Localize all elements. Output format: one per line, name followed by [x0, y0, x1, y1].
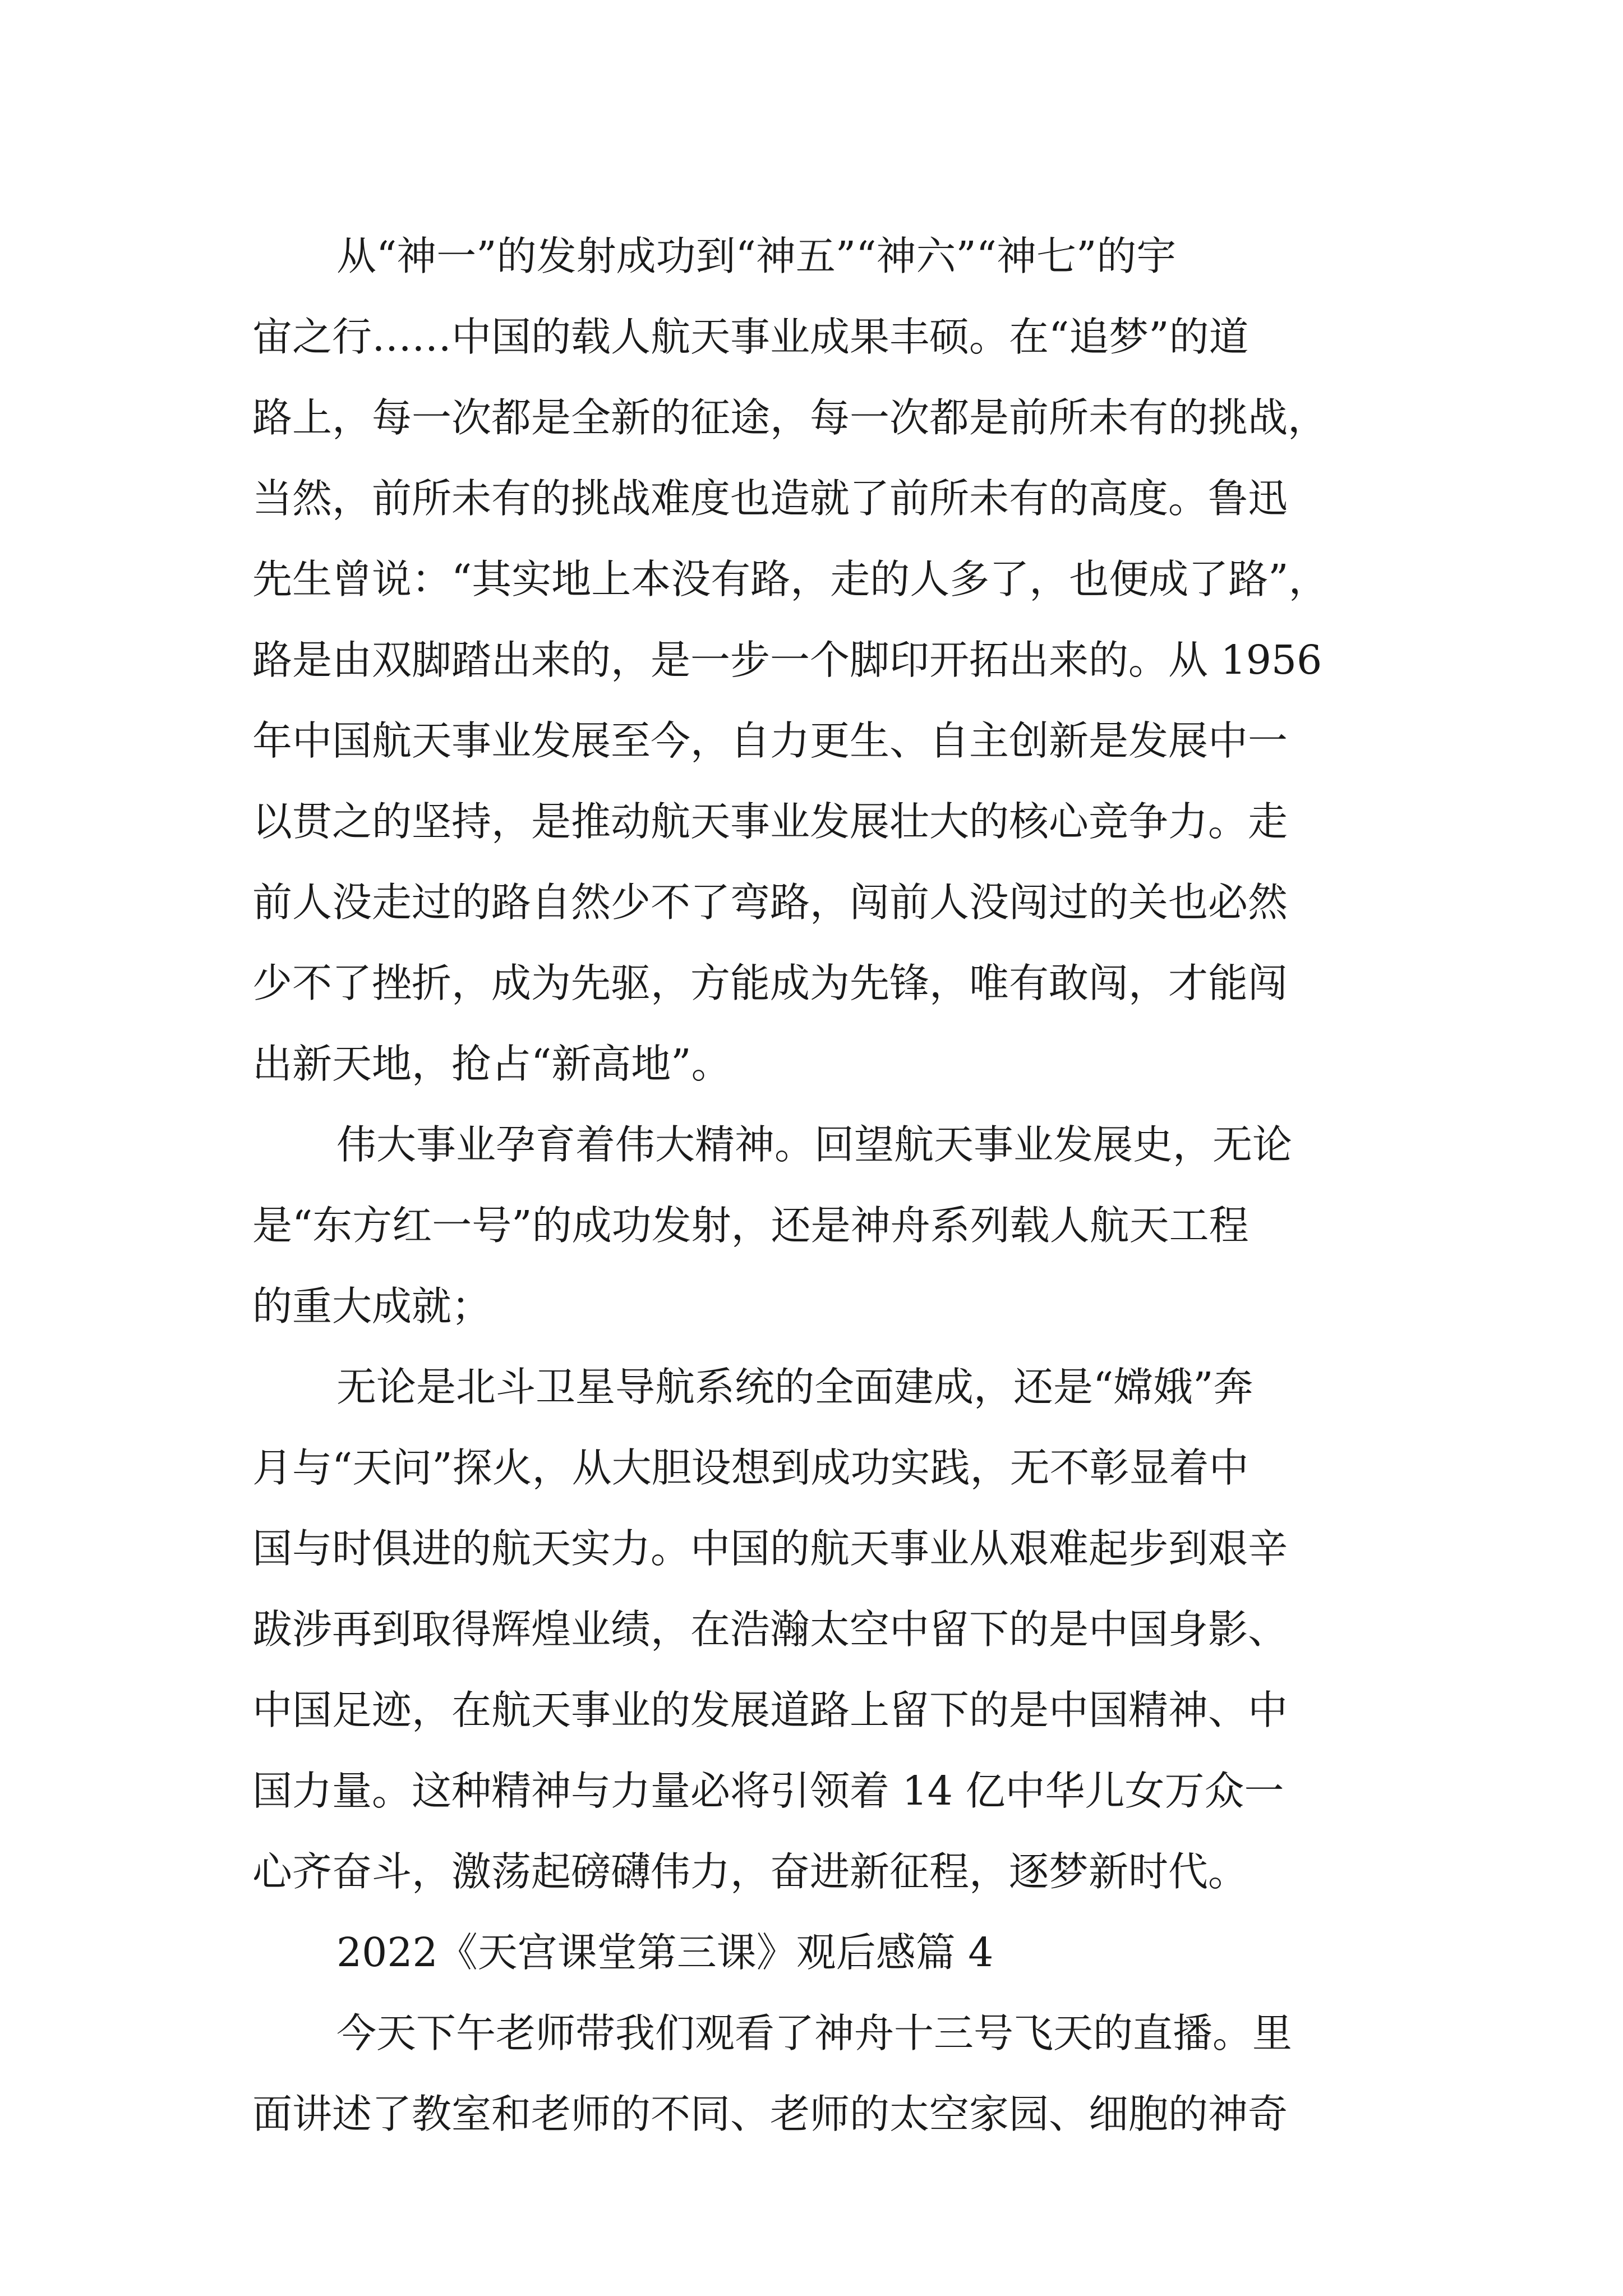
text-line: 从“神一”的发射成功到“神五”“神六”“神七”的宇 [336, 233, 1177, 279]
text-line: 月与“天问”探火，从大胆设想到成功实践，无不彰显着中 [252, 1444, 1249, 1491]
text-line: 心齐奋斗，激荡起磅礴伟力，奋进新征程，逐梦新时代。 [252, 1848, 1248, 1895]
text-line: 的重大成就； [252, 1283, 492, 1329]
text-line: 先生曾说：“其实地上本没有路，走的人多了，也便成了路”， [252, 556, 1329, 602]
text-line: 少不了挫折，成为先驱，方能成为先锋，唯有敢闯，才能闯 [252, 960, 1288, 1006]
text-line: 面讲述了教室和老师的不同、老师的太空家园、细胞的神奇 [252, 2091, 1288, 2137]
text-line: 路上，每一次都是全新的征途，每一次都是前所未有的挑战， [252, 394, 1328, 441]
text-line: 国力量。这种精神与力量必将引领着 14 亿中华儿女万众一 [252, 1768, 1284, 1814]
text-line: 伟大事业孕育着伟大精神。回望航天事业发展史，无论 [336, 1121, 1293, 1168]
text-line: 中国足迹，在航天事业的发展道路上留下的是中国精神、中 [252, 1687, 1288, 1733]
text-line: 以贯之的坚持，是推动航天事业发展壮大的核心竞争力。走 [252, 798, 1288, 845]
section-heading: 2022《天宫课堂第三课》观后感篇 4 [336, 1929, 994, 1976]
text-line: 出新天地，抢占“新高地”。 [252, 1041, 731, 1087]
text-line: 路是由双脚踏出来的，是一步一个脚印开拓出来的。从 1956 [252, 637, 1322, 683]
text-line: 无论是北斗卫星导航系统的全面建成，还是“嫦娥”奔 [336, 1364, 1253, 1410]
document-body [252, 216, 1402, 2155]
text-line: 国与时俱进的航天实力。中国的航天事业从艰难起步到艰辛 [252, 1525, 1288, 1572]
text-line: 前人没走过的路自然少不了弯路，闯前人没闯过的关也必然 [252, 879, 1288, 926]
text-line: 年中国航天事业发展至今，自力更生、自主创新是发展中一 [252, 717, 1288, 764]
text-line: 当然，前所未有的挑战难度也造就了前所未有的高度。鲁迅 [252, 475, 1288, 522]
text-line: 今天下午老师带我们观看了神舟十三号飞天的直播。里 [336, 2010, 1293, 2056]
text-line: 跋涉再到取得辉煌业绩，在浩瀚太空中留下的是中国身影、 [252, 1606, 1288, 1653]
text-line: 宙之行……中国的载人航天事业成果丰硕。在“追梦”的道 [252, 314, 1249, 360]
text-line: 是“东方红一号”的成功发射，还是神舟系列载人航天工程 [252, 1202, 1249, 1249]
